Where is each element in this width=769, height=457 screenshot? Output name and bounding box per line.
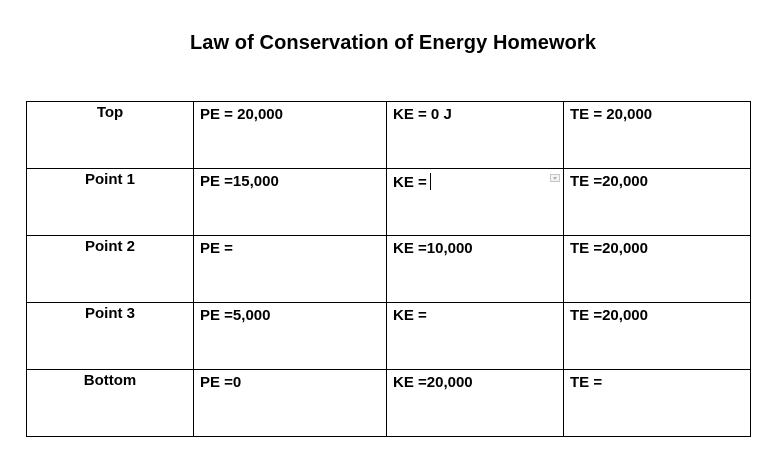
table-row — [27, 236, 751, 303]
pe-value: PE =0 — [200, 374, 242, 391]
table-row — [27, 102, 751, 169]
te-value: TE =20,000 — [570, 307, 648, 324]
pe-value: PE =5,000 — [200, 307, 271, 324]
ke-value: KE =10,000 — [393, 240, 473, 257]
energy-table — [26, 101, 751, 437]
pe-cell[interactable] — [194, 236, 387, 303]
te-cell[interactable] — [564, 102, 751, 169]
pe-value: PE = 20,000 — [200, 106, 283, 123]
chevron-down-icon[interactable] — [550, 174, 560, 182]
row-label: Point 1 — [84, 171, 135, 188]
te-value: TE = 20,000 — [570, 106, 653, 123]
pe-value: PE =15,000 — [200, 173, 279, 190]
ke-cell[interactable] — [387, 370, 564, 437]
pe-cell[interactable] — [194, 102, 387, 169]
row-label-cell[interactable] — [27, 370, 194, 437]
ke-cell[interactable] — [387, 303, 564, 370]
row-label-cell[interactable] — [27, 169, 194, 236]
ke-value: KE = — [393, 307, 427, 324]
ke-value: KE = — [393, 174, 427, 191]
ke-value: KE =20,000 — [393, 374, 473, 391]
ke-cell-active[interactable] — [387, 169, 564, 236]
row-label: Bottom — [83, 372, 137, 389]
te-value: TE = — [570, 374, 603, 391]
row-label-cell[interactable] — [27, 102, 194, 169]
te-cell[interactable] — [564, 370, 751, 437]
row-label-cell[interactable] — [27, 236, 194, 303]
pe-cell[interactable] — [194, 169, 387, 236]
te-value: TE =20,000 — [570, 173, 648, 190]
text-caret — [430, 173, 431, 190]
te-cell[interactable] — [564, 169, 751, 236]
te-value: TE =20,000 — [570, 240, 648, 257]
te-cell[interactable] — [564, 303, 751, 370]
pe-value: PE = — [200, 240, 233, 257]
te-cell[interactable] — [564, 236, 751, 303]
row-label: Point 3 — [84, 305, 135, 322]
row-label: Point 2 — [84, 238, 135, 255]
table-row — [27, 169, 751, 236]
pe-cell[interactable] — [194, 370, 387, 437]
row-label-cell[interactable] — [27, 303, 194, 370]
ke-value: KE = 0 J — [393, 106, 452, 123]
ke-cell[interactable] — [387, 236, 564, 303]
row-label: Top — [96, 104, 124, 121]
ke-cell[interactable] — [387, 102, 564, 169]
page-title: Law of Conservation of Energy Homework — [189, 32, 597, 54]
table-row — [27, 370, 751, 437]
pe-cell[interactable] — [194, 303, 387, 370]
table-row — [27, 303, 751, 370]
